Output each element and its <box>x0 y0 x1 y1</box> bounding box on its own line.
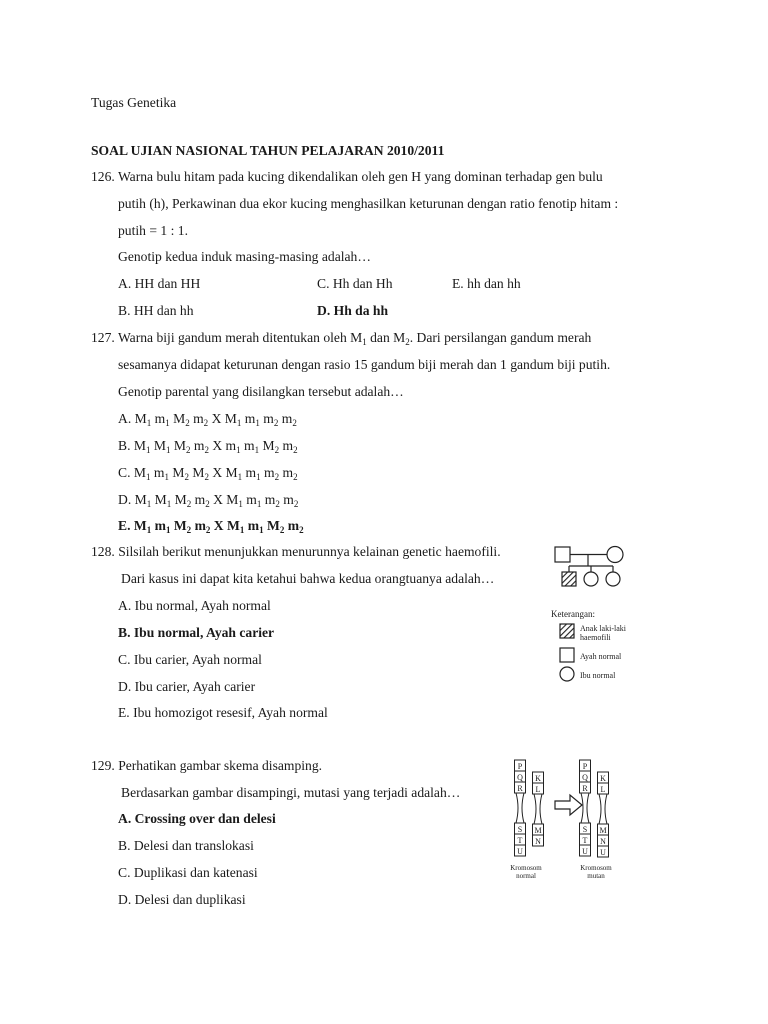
mutant-right-chromosome-gene-label: U <box>600 848 606 857</box>
legend-title: Keterangan: <box>551 609 595 619</box>
legend-circle-icon <box>560 667 574 681</box>
q127-option-e: E. $M_1$ $m_1$ $M_2$ $m_2$ X $M_1$ $m_1$ $M_2$ $m_2$ <box>118 518 304 535</box>
affected-son-icon <box>562 572 576 586</box>
normal-right-chromosome-centromere <box>534 794 542 824</box>
mutant-right-chromosome-gene-label: M <box>599 826 607 835</box>
q128-line-1: 128. Silsilah berikut menunjukkan menurunnya kelainan genetic haemofili. <box>91 544 501 559</box>
q126-line-1: 126. Warna bulu hitam pada kucing dikendalikan oleh gen H yang dominan terhadap gen bulu <box>91 169 603 184</box>
normal-right-chromosome-gene-label: L <box>535 785 541 794</box>
q127-line-2: sesamanya didapat keturunan dengan rasio 15 gandum biji merah dan 1 gandum biji putih. <box>118 357 611 372</box>
normal-left-chromosome-gene-label: R <box>517 784 523 793</box>
q126-option-d: D. Hh da hh <box>317 303 389 318</box>
q129-option-b: B. Delesi dan translokasi <box>118 838 254 853</box>
q129-option-d: D. Delesi dan duplikasi <box>118 892 246 907</box>
normal-left-chromosome-gene-label: S <box>517 825 523 834</box>
q129-line-2: Berdasarkan gambar disampingi, mutasi yang terjadi adalah… <box>121 785 461 800</box>
mutant-caption-2: mutan <box>587 872 605 880</box>
q127-option-d: D. $M_1$ $M_1$ $M_2$ $m_2$ X $M_1$ $m_1$ $m_2$ $m_2$ <box>118 492 299 509</box>
arrow-right-icon <box>555 795 582 815</box>
q128-option-a: A. Ibu normal, Ayah normal <box>118 598 271 613</box>
q129-option-c: C. Duplikasi dan katenasi <box>118 865 258 880</box>
normal-right-chromosome-gene-label: M <box>534 826 542 835</box>
mutant-left-chromosome-gene-label: T <box>582 836 588 845</box>
q126-line-3: putih = 1 : 1. <box>118 223 188 238</box>
q127-option-b: B. $M_1$ $M_1$ $M_2$ $m_2$ X $m_1$ $m_1$ $M_2$ $m_2$ <box>118 438 298 455</box>
father-square-icon <box>555 547 570 562</box>
q128-option-c: C. Ibu carier, Ayah normal <box>118 652 262 667</box>
legend-hatched-square-icon <box>560 624 574 638</box>
q126-line-2: putih (h), Perkawinan dua ekor kucing menghasilkan keturunan dengan ratio fenotip hitam : <box>118 196 619 211</box>
q128-option-d: D. Ibu carier, Ayah carier <box>118 679 256 694</box>
chromosome-figure <box>503 755 625 890</box>
q126-option-e: E. hh dan hh <box>452 276 521 291</box>
normal-left-chromosome-centromere <box>516 793 524 823</box>
mutant-left-chromosome-gene-label: R <box>582 784 588 793</box>
q127-option-c: C. $M_1$ $m_1$ $M_2$ $M_2$ X $M_1$ $m_1$ $m_2$ $m_2$ <box>118 465 298 482</box>
mutant-caption-1: Kromosom <box>580 864 612 872</box>
normal-right-chromosome-gene-label: K <box>535 774 541 783</box>
q128-option-b: B. Ibu normal, Ayah carier <box>118 625 275 640</box>
q128-option-e: E. Ibu homozigot resesif, Ayah normal <box>118 705 328 720</box>
q127-option-a: A. $M_1$ $m_1$ $M_2$ $m_2$ X $M_1$ $m_1$ $m_2$ $m_2$ <box>118 411 297 428</box>
legend-item-2: Ayah normal <box>580 652 622 661</box>
q126-option-a: A. HH dan HH <box>118 276 201 291</box>
mother-circle-icon <box>607 547 623 563</box>
q126-prompt: Genotip kedua induk masing-masing adalah… <box>118 249 371 264</box>
q126-option-c: C. Hh dan Hh <box>317 276 393 291</box>
normal-left-chromosome-gene-label: P <box>517 762 523 771</box>
section-title: SOAL UJIAN NASIONAL TAHUN PELAJARAN 2010/2011 <box>91 143 445 158</box>
q129-option-a: A. Crossing over dan delesi <box>118 811 276 826</box>
mutant-left-chromosome-gene-label: Q <box>582 773 588 782</box>
legend-square-icon <box>560 648 574 662</box>
normal-left-chromosome-gene-label: Q <box>517 773 523 782</box>
q128-line-2: Dari kasus ini dapat kita ketahui bahwa kedua orangtuanya adalah… <box>121 571 495 586</box>
pedigree-figure <box>548 540 648 690</box>
q129-line-1: 129. Perhatikan gambar skema disamping. <box>91 758 323 773</box>
document-title: Tugas Genetika <box>91 95 177 110</box>
legend-item-3: Ibu normal <box>580 671 616 680</box>
normal-caption-2: normal <box>516 872 536 880</box>
daughter-circle-icon <box>584 572 598 586</box>
mutant-left-chromosome-gene-label: U <box>582 847 588 856</box>
legend-item-1: Anak laki-laki <box>580 624 626 633</box>
mutant-left-chromosome-gene-label: S <box>582 825 588 834</box>
mutant-right-chromosome-gene-label: N <box>600 837 606 846</box>
mutant-left-chromosome-gene-label: P <box>582 762 588 771</box>
q127-prompt: Genotip parental yang disilangkan tersebut adalah… <box>118 384 404 399</box>
mutant-right-chromosome-gene-label: K <box>600 774 606 783</box>
normal-caption-1: Kromosom <box>510 864 542 872</box>
q126-option-b: B. HH dan hh <box>118 303 194 318</box>
normal-left-chromosome-gene-label: T <box>517 836 523 845</box>
legend-item-1b: haemofili <box>580 633 611 642</box>
daughter-circle-icon <box>606 572 620 586</box>
mutant-right-chromosome-centromere <box>599 794 607 824</box>
mutant-right-chromosome-gene-label: L <box>600 785 606 794</box>
q127-line-1: 127. Warna biji gandum merah ditentukan oleh $M_1$ dan $M_2$. Dari persilangan gandum merah <box>91 330 592 347</box>
mutant-left-chromosome-centromere <box>581 793 589 823</box>
normal-right-chromosome-gene-label: N <box>535 837 541 846</box>
normal-left-chromosome-gene-label: U <box>517 847 523 856</box>
